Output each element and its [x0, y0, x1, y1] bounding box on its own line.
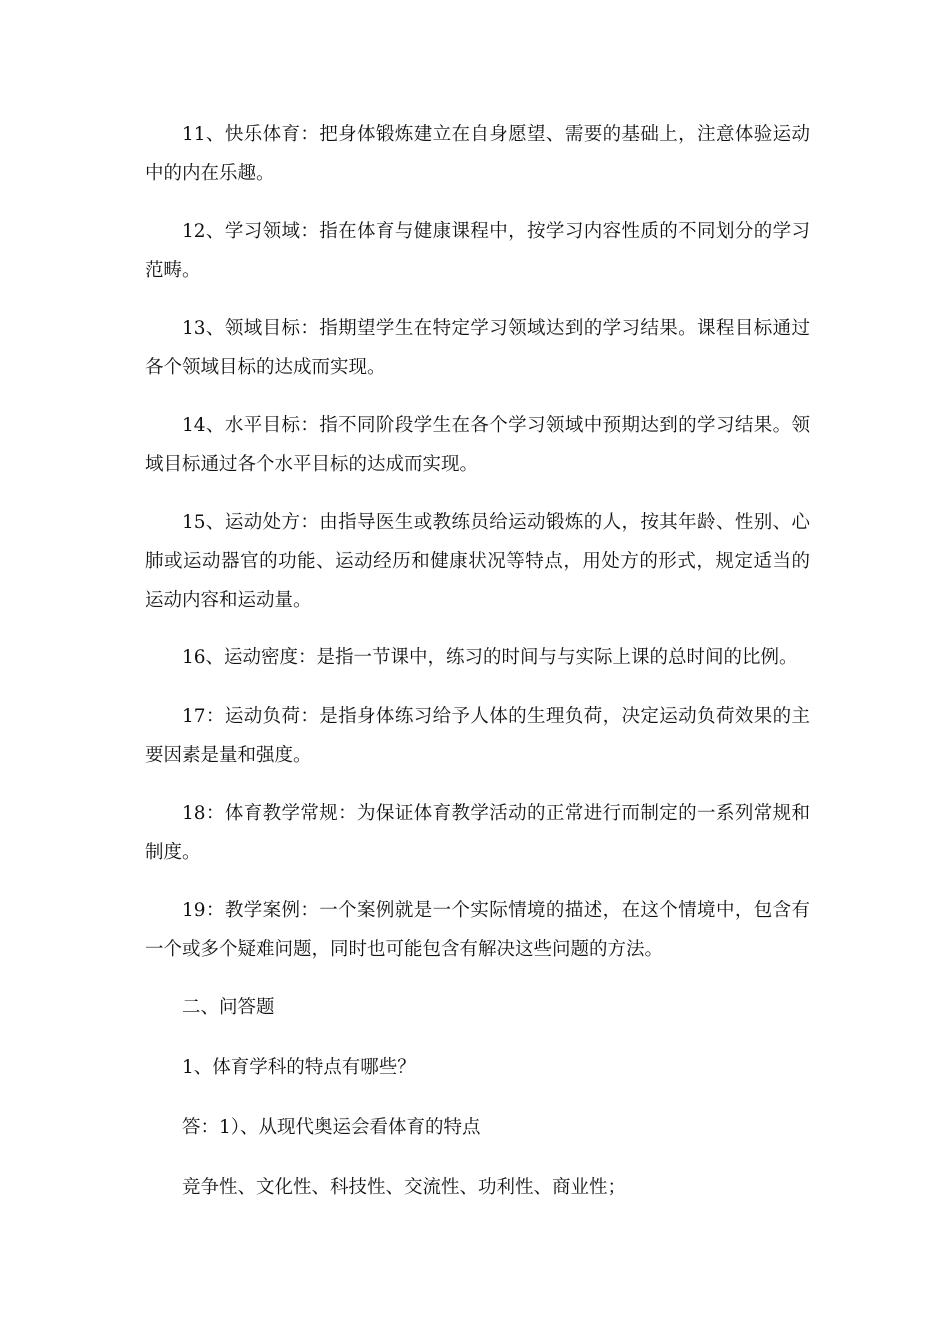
definition-14: 14、水平目标：指不同阶段学生在各个学习领域中预期达到的学习结果。领域目标通过各个水平目标的达成而实现。	[145, 415, 810, 475]
definition-13: 13、领域目标：指期望学生在特定学习领域达到的学习结果。课程目标通过各个领域目标的达成而实现。	[145, 318, 810, 378]
definition-17: 17：运动负荷：是指身体练习给予人体的生理负荷，决定运动负荷效果的主要因素是量和强度。	[145, 706, 810, 766]
answer-points: 竞争性、文化性、科技性、交流性、功利性、商业性；	[182, 1177, 627, 1198]
definition-12: 12、学习领域：指在体育与健康课程中，按学习内容性质的不同划分的学习范畴。	[145, 221, 810, 281]
definition-11: 11、快乐体育：把身体锻炼建立在自身愿望、需要的基础上，注意体验运动中的内在乐趣。	[145, 124, 810, 184]
definition-15: 15、运动处方：由指导医生或教练员给运动锻炼的人，按其年龄、性别、心肺或运动器官的功能、运动经历和健康状况等特点，用处方的形式，规定适当的运动内容和运动量。	[145, 512, 810, 611]
definition-16: 16、运动密度：是指一节课中，练习的时间与与实际上课的总时间的比例。	[182, 647, 798, 668]
answer-intro: 答：1）、从现代奥运会看体育的特点	[182, 1117, 481, 1138]
definition-19: 19：教学案例：一个案例就是一个实际情境的描述，在这个情境中，包含有一个或多个疑难问题，同时也可能包含有解决这些问题的方法。	[145, 900, 810, 960]
section-heading: 二、问答题	[182, 997, 275, 1018]
definition-18: 18：体育教学常规：为保证体育教学活动的正常进行而制定的一系列常规和制度。	[145, 803, 810, 863]
question-1: 1、体育学科的特点有哪些？	[182, 1057, 416, 1078]
